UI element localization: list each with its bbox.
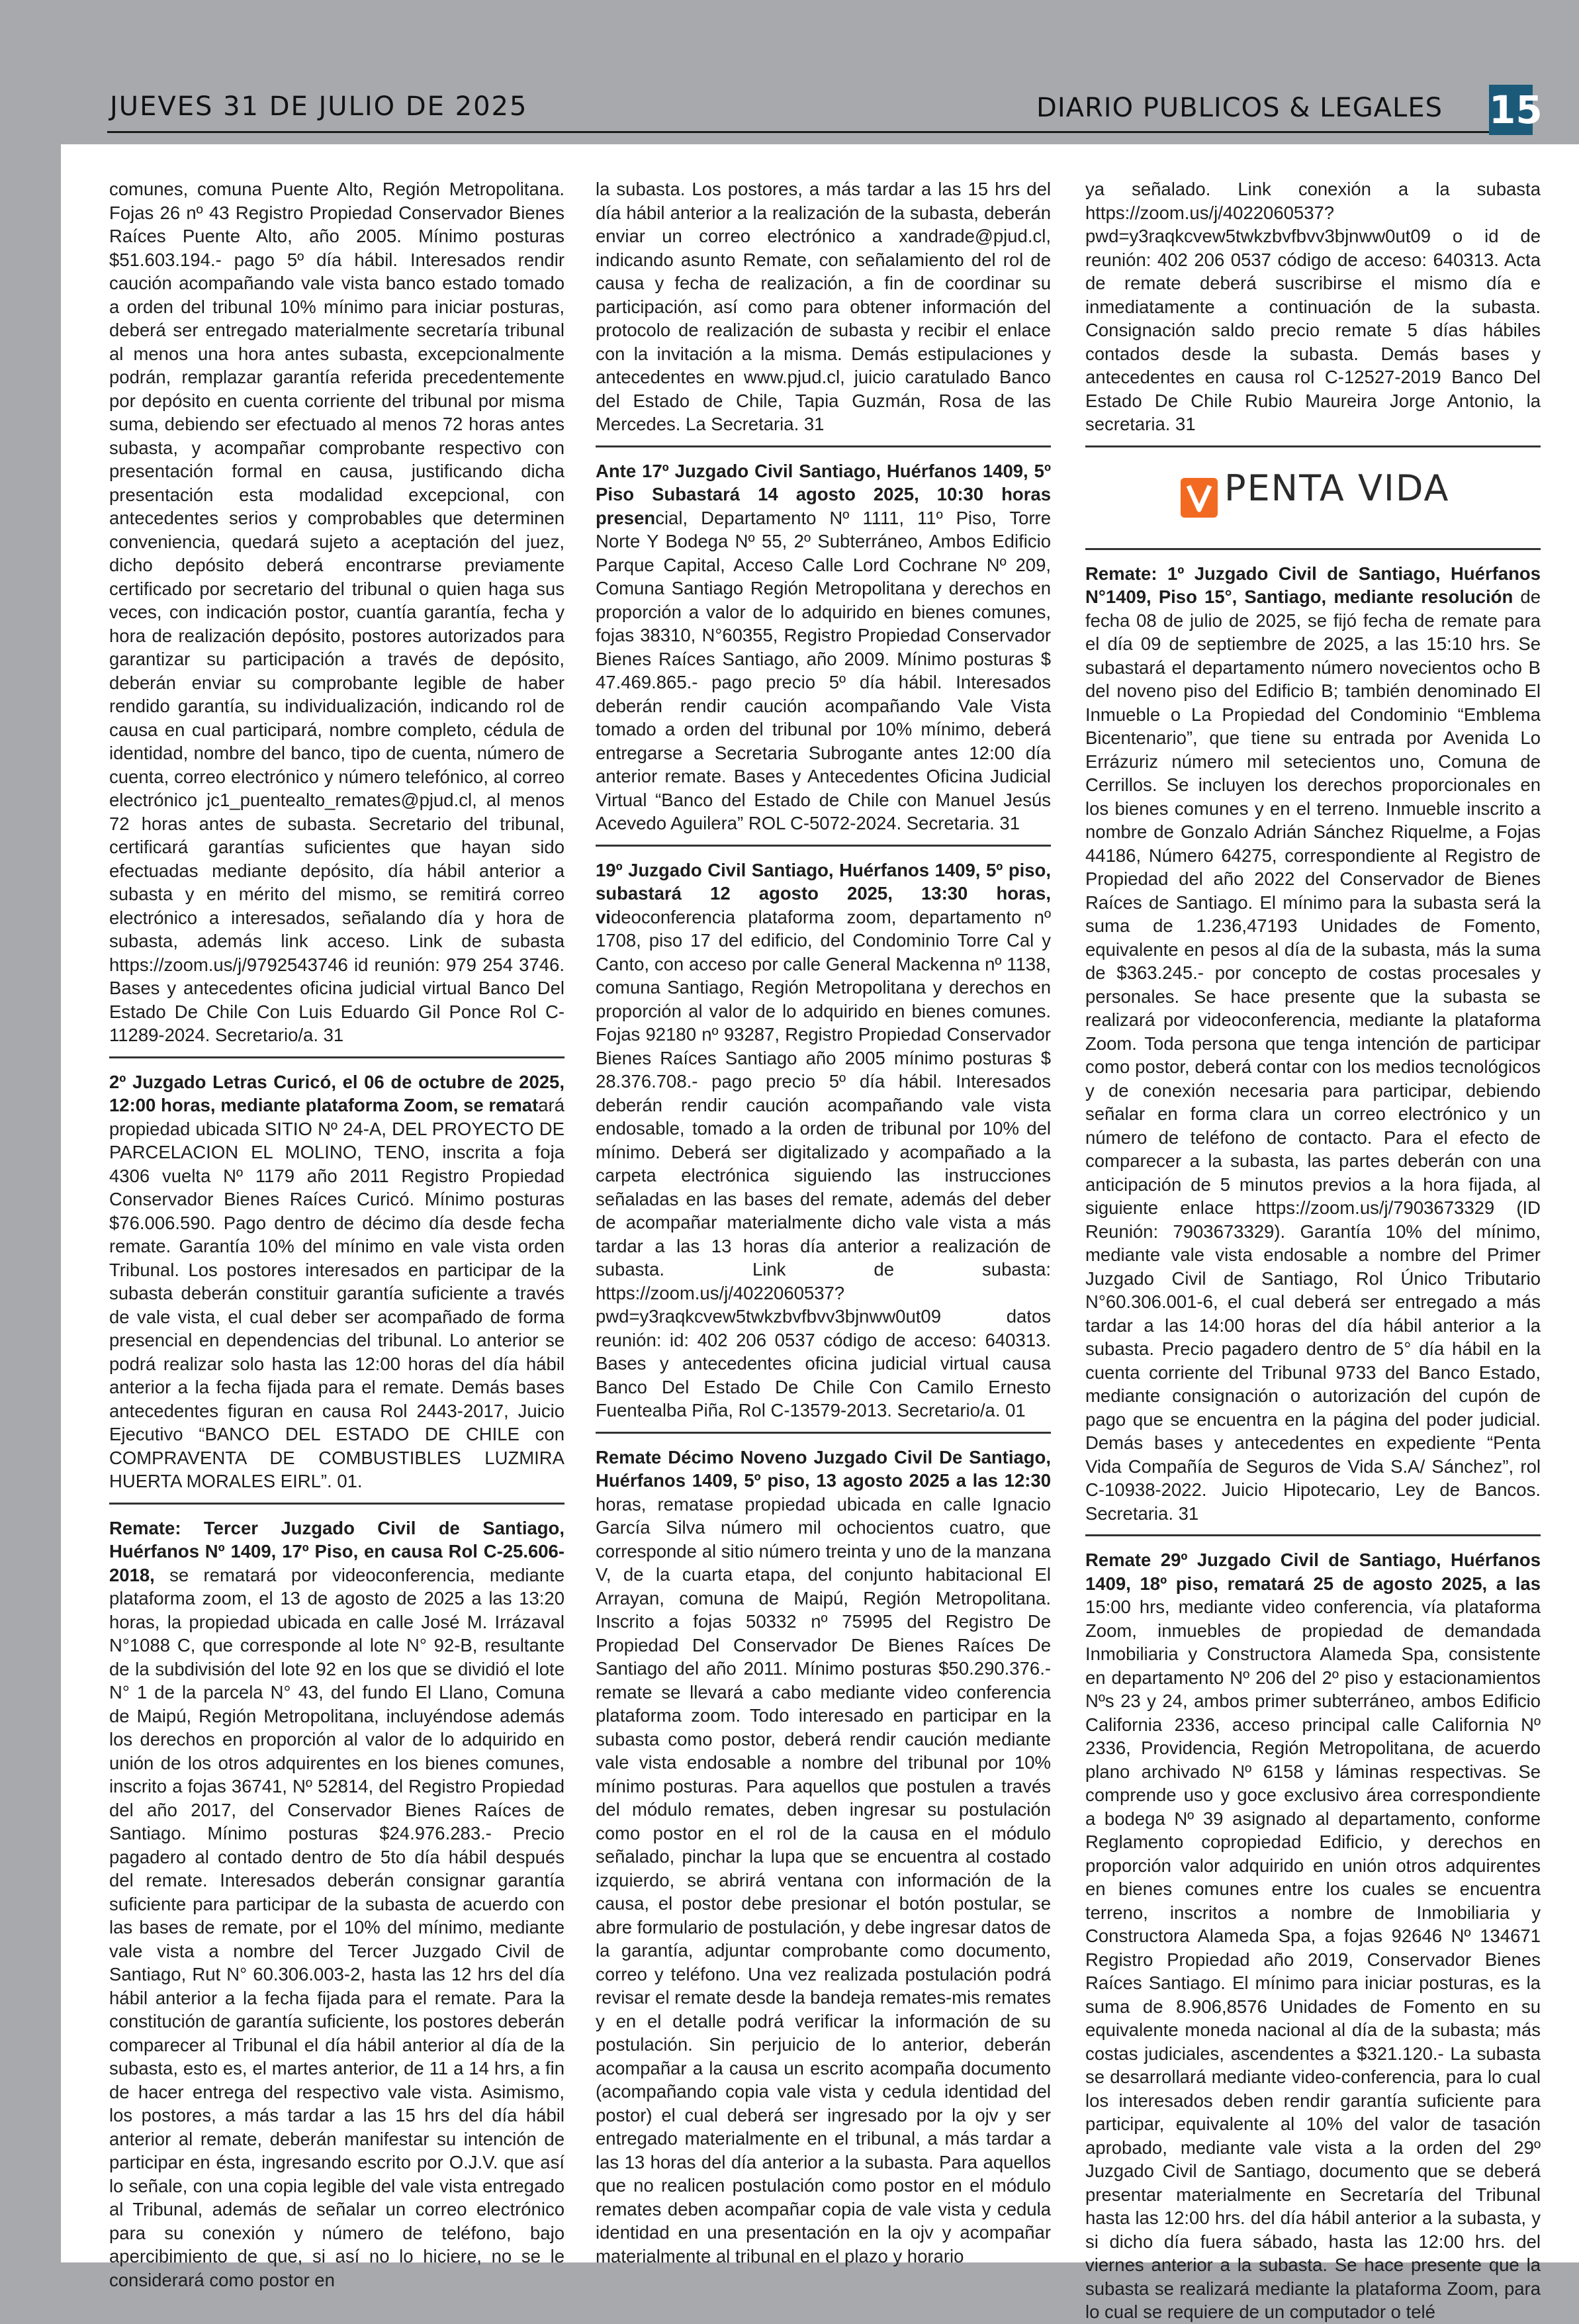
header-paper-name: DIARIO PUBLICOS & LEGALES (1036, 93, 1443, 123)
notice-divider (596, 845, 1051, 847)
notice-body: ará propiedad ubicada SITIO Nº 24-A, DEL PROYECTO DE PARCELACION EL MOLINO, TENO, inscrita a foja 4306 vuelta Nº 1179 año 2011 Registro Propiedad Conservador Bienes Raíces Curicó. Mínimo posturas $76.006.590. Pago dentro de décimo día desde fecha remate. Garantía 10% del mínimo en vale vista orden Tribunal. Los postores interesados en participar de la subasta deberán constituir garantía suficiente a través de vale vista, el cual deber ser acompañado de forma presencial en dependencias del tribunal. Lo anterior se podrá realizar solo hasta las 12:00 horas del día hábil anterior a la fecha fijada para el remate. Demás bases antecedentes figuran en causa Rol 2443-2017, Juicio Ejecutivo “BANCO DEL ESTADO DE CHILE con COMPRAVENTA DE COMBUSTIBLES LUZMIRA HUERTA MORALES EIRL”. 01. (109, 1095, 564, 1491)
column-1 (109, 177, 564, 2292)
notice-body: cial, Departamento Nº 1111, 11º Piso, Torre Norte Y Bodega Nº 55, 2º Subterráneo, Ambos Edificio Parque Capital, Acceso Calle Lord Cochrane Nº 209, Comuna Santiago Región Metropolitana y derechos en proporción a valor de lo adquirido en bienes comunes, fojas 38310, N°60355, Registro Propiedad Conservador Bienes Raíces Santiago, año 2009. Mínimo posturas $ 47.469.865.- pago precio 5º día hábil. Interesados deberán rendir caución acompañando Vale Vista tomado a orden del tribunal por 10% mínimo, deberá entregarse a Secretaria Subrogante antes 12:00 día anterior remate. Bases y Antecedentes Oficina Judicial Virtual “Banco del Estado de Chile con Manuel Jesús Acevedo Aguilera” ROL C-5072-2024. Secretaria. 31 (596, 507, 1051, 833)
notice-body: comunes, comuna Puente Alto, Región Metropolitana. Fojas 26 nº 43 Registro Propiedad Conservador Bienes Raíces Puente Alto, año 2005. Mínimo posturas $51.603.194.- pago 5º día hábil. Interesados rendir caución acompañando vale vista banco estado tomado a orden del tribunal 10% mínimo para iniciar posturas, deberá ser entregado materialmente secretaría tribunal al menos una hora antes subasta, excepcionalmente podrán, remplazar garantía referida precedentemente por depósito en cuenta corriente del tribunal por misma suma, debiendo ser efectuado al menos 72 horas antes subasta, y acompañar comprobante respectivo con presentación formal en causa, justificando dicha presentación esta modalidad excepcional, con antecedentes serios y comprobables que determinen conveniencia, quedará sujeto a aceptación del juez, dicho depósito deberá encontrarse previamente certificado por secretario del tribunal o quien haga sus veces, con indicación postor, cuantía garantía, fecha y hora de realización depósito, postores autorizados para garantizar su participación a través de depósito, deberán enviar su comprobante legible de haber rendido garantía, su individualización, indicando rol de causa en cual participará, nombre completo, cédula de identidad, nombre del banco, tipo de cuenta, número de cuenta, correo electrónico y número telefónico, al correo electrónico jc1_puentealto_remates@pjud.cl, al menos 72 horas antes de subasta. Secretario del tribunal, certificará garantías suficientes que hayan sido efectuadas mediante depósito, día hábil anterior a subasta y en mérito del mismo, se remitirá correo electrónico a interesados, señalando día y hora de subasta, además link acceso. Link de subasta https://zoom.us/j/9792543746 id reunión: 979 254 3746. Bases y antecedentes oficina judicial virtual Banco Del Estado De Chile Con Luis Eduardo Gil Ponce Rol C-11289-2024. Secretario/a. 31 (109, 179, 564, 1045)
notice-body: de fecha 08 de julio de 2025, se fijó fecha de remate para el día 09 de septiembre de 2025, a las 15:10 hrs. Se subastará el departamento número novecientos ocho B del noveno piso del Edificio B; también denominado El Inmueble o La Propiedad del Condominio “Emblema Bicentenario”, que tiene su entrada por Avenida Lo Errázuriz número mil setecientos uno, Comuna de Cerrillos. Se incluyen los derechos proporcionales en los bienes comunes y en el terreno. Inmueble inscrito a nombre de Gonzalo Adrián Sánchez Riquelme, a Fojas 44186, Número 64275, correspondiente al Registro de Propiedad del año 2022 del Conservador de Bienes Raíces de Santiago. El mínimo para la subasta será la suma de 1.236,47193 Unidades de Fomento, equivalente en pesos al día de la subasta, más la suma de $363.245.- por concepto de costas procesales y personales. Se hace presente que la subasta se realizará por videoconferencia, mediante la plataforma Zoom. Toda persona que tenga intención de participar como postor, deberá contar con los medios tecnológicos y de conexión necesaria para participar, debiendo señalar en forma clara un correo electrónico y un número de teléfono de contacto. Para el efecto de comparecer a la subasta, las partes deberán con una anticipación de 5 minutos previos a la hora fijada, al siguiente enlace https://zoom.us/j/7903673329 (ID Reunión: 7903673329). Garantía 10% del mínimo, mediante vale vista endosable a nombre del Primer Juzgado Civil de Santiago, Rol Único Tributario N°60.306.001-6, el cual deberá ser entregado a más tardar a las 14:00 horas del día hábil anterior a la subasta. Precio pagadero dentro de 5° día hábil en la cuenta corriente del Tribunal 9733 del Banco Estado, mediante consignación o autorización del cupón de pago que se encuentra en la página del poder judicial. Demás bases y antecedentes en expediente “Penta Vida Compañía de Seguros de Vida S.A/ Sánchez”, rol C-10938-2022. Juicio Hipotecario, Ley de Bancos. Secretaria. 31 (1085, 586, 1541, 1524)
penta-vida-logo (1085, 459, 1541, 539)
notice-heading: Remate: 1º Juzgado Civil de Santiago, Huérfanos N°1409, Piso 15°, Santiago, mediante resolución (1085, 563, 1541, 607)
page-header (107, 85, 1497, 133)
notice-1-juzgado (1085, 562, 1541, 1526)
notice-heading: Remate Décimo Noveno Juzgado Civil De Santiago, Huérfanos 1409, 5º piso, 13 agosto 2025 a las 12:30 (596, 1446, 1051, 1491)
notice-body: se rematará por videoconferencia, mediante plataforma zoom, el 13 de agosto de 2025 a las 13:20 horas, la propiedad ubicada en calle José M. Irrázaval N°1088 C, que corresponde al lote N° 92-B, resultante de la subdivisión del lote 92 en los que se dividió el lote N° 1 de la parcela N° 43, del fundo El Llano, Comuna de Maipú, Región Metropolitana, incluyéndose además los derechos en proporción al valor de lo adquirido en unión de los otros adquirentes en los bienes comunes, inscrito a fojas 36741, Nº 52814, del Registro Propiedad del año 2017, del Conservador Bienes Raíces de Santiago. Mínimo posturas $24.976.283.- Precio pagadero al contado dentro de 5to día hábil después del remate. Interesados deberán consignar garantía suficiente para participar de la subasta de acuerdo con las bases de remate, por el 10% del mínimo, mediante vale vista a nombre del Tercer Juzgado Civil de Santiago, Rut N° 60.306.003-2, hasta las 12 hrs del día hábil anterior a la fecha fijada para el remate. Para la constitución de garantía suficiente, los postores deberán comparecer al Tribunal el día hábil anterior al día de la subasta, esto es, el martes anterior, de 11 a 14 hrs, a fin de hacer entrega del respectivo vale vista. Asimismo, los postores, a más tardar a las 15 hrs del día hábil anterior al remate, deberán manifestar su intención de participar en ésta, ingresando escrito por O.J.V. que así lo señale, con una copia legible del vale vista entregado al Tribunal, además de señalar un correo electrónico para su conexión y número de teléfono, bajo apercibimiento de que, si así no lo hiciere, no se le considerará como postor en (109, 1564, 564, 2290)
notice-body: deoconferencia plataforma zoom, departamento nº 1708, piso 17 del edificio, del Condominio Torre Cal y Canto, con acceso por calle General Mackenna nº 1138, comuna Santiago, Región Metropolitana y derechos en proporción al valor de lo adquirido en bienes comunes. Fojas 92180 nº 93287, Registro Propiedad Conservador Bienes Raíces Santiago año 2005 mínimo posturas $ 28.376.708.- pago precio 5º día hábil. Interesados deberán rendir caución acompañando vale vista endosable, tomado a la orden de tribunal por 10% del mínimo. Deberá ser digitalizado y acompañado a la carpeta electrónica siguiendo las instrucciones señaladas en las bases del remate, además del deber de acompañar materialmente dicho vale vista a más tardar a las 13 horas día anterior a realización de subasta. Link de subasta: https://zoom.us/j/4022060537?pwd=y3raqkcvew5twkzbvfbvv3bjnww0ut09 datos reunión: id: 402 206 0537 código de acceso: 640313. Bases y antecedentes oficina judicial virtual causa Banco Del Estado De Chile Con Camilo Ernesto Fuentealba Piña, Rol C-13579-2013. Secretario/a. 01 (596, 906, 1051, 1420)
penta-vida-wordmark: PENTA VIDA (1224, 467, 1450, 509)
notice-heading: Ante 17º Juzgado Civil Santiago, Huérfanos 1409, 5º Piso Subastará 14 agosto 2025, 10:30 horas presen (596, 460, 1051, 528)
notice-rubio-maureira (1085, 177, 1541, 436)
notice-puente-alto (109, 177, 564, 1047)
notice-divider (596, 445, 1051, 447)
notice-body: ya señalado. Link conexión a la subasta https://zoom.us/j/4022060537?pwd=y3raqkcvew5twkzbvfbvv3bjnww0ut09 o id de reunión: 402 206 0537 código de acceso: 640313. Acta de remate deberá suscribirse el mismo día e inmediatamente a continuación de la subasta. Consignación saldo precio remate 5 días hábiles contados desde la subasta. Demás bases y antecedentes en causa rol C-12527-2019 Banco Del Estado De Chile Rubio Maureira Jorge Antonio, la secretaria. 31 (1085, 179, 1541, 434)
column-3 (1085, 177, 1541, 2324)
notice-heading: 19º Juzgado Civil Santiago, Huérfanos 1409, 5º piso, subastará 12 agosto 2025, 13:30 horas, vi (596, 859, 1051, 927)
notice-tercer-juzgado (109, 1516, 564, 2292)
notice-divider (596, 1432, 1051, 1434)
notice-decimo-noveno (596, 1446, 1051, 2268)
notice-divider (109, 1056, 564, 1058)
notice-divider (1085, 1534, 1541, 1536)
column-2 (596, 177, 1051, 2268)
header-date: JUEVES 31 DE JULIO DE 2025 (110, 91, 528, 122)
notice-divider (1085, 445, 1541, 447)
notice-body: 15:00 hrs, mediante video conferencia, vía plataforma Zoom, inmuebles de propiedad de demandada Inmobiliaria y Constructora Alameda Spa, consistente en departamento Nº 206 del 2º piso y estacionamientos Nºs 23 y 24, ambos primer subterráneo, ambos Edificio California 2336, acceso principal calle California Nº 2336, Providencia, Región Metropolitana, de acuerdo plano archivado Nº 6158 y láminas respectivas. Se comprende uso y goce exclusivo área correspondiente a bodega Nº 39 asignado al departamento, conforme Reglamento copropiedad Edificio, y derechos en proporción valor adquirido en unión otros adquirentes en bienes comunes entre los cuales se encuentra terreno, inscritos a nombre de Inmobiliaria y Constructora Alameda Spa, a fojas 92646 Nº 134671 Registro Propiedad año 2019, Conservador Bienes Raíces Santiago. El mínimo para iniciar posturas, es la suma de 8.906,8576 Unidades de Fomento en su equivalente moneda nacional al día de la subasta; más costas judiciales, ascendentes a $321.120.- La subasta se desarrollará mediante video-conferencia, para lo cual los interesados deben rendir garantía suficiente para participar, equivalente al 10% del valor de tasación aprobado, mediante vale vista a la orden del 29º Juzgado Civil de Santiago, documento que se deberá presentar materialmente en Secretaría del Tribunal hasta las 12:00 hrs. del día hábil anterior a la subasta, y si dicho día fuera sábado, hasta las 12:00 hrs. del viernes anterior a la subasta. Se hace presente que la subasta se realizará mediante la plataforma Zoom, para lo cual se requiere de un computador o telé (1085, 1597, 1541, 2322)
notice-body: horas, rematase propiedad ubicada en calle Ignacio García Silva número mil ochocientos cuatro, que corresponde al sitio número treinta y uno de la manzana V, de la cuarta etapa, del conjunto habitacional El Arrayan, comuna de Maipú, Región Metropolitana. Inscrito a fojas 50332 nº 75995 del Registro De Propiedad Del Conservador De Bienes Raíces De Santiago del año 2011. Mínimo posturas $50.290.376.- remate se llevará a cabo mediante video conferencia plataforma zoom. Todo interesado en participar en la subasta como postor, deberá rendir caución mediante vale vista endosable a nombre del tribunal por 10% mínimo posturas. Para aquellos que postulen a través del módulo remates, deben ingresar su postulación como postor en el rol de la causa en el módulo señalado, pinchar la lupa que se encuentra al costado izquierdo, se abrirá ventana con información de la causa, el postor debe presionar el botón postular, se abre formulario de postulación, y debe ingresar datos de la garantía, adjuntar comprobante como documento, correo y teléfono. Una vez realizada postulación podrá revisar el remate desde la bandeja remates-mis remates y en el detalle podrá verificar la información de su postulación. Sin perjuicio de lo anterior, deberán acompañar a la causa un escrito acompaña documento (acompañando copia vale vista y cedula identidad del postor) el cual deberá ser ingresado por la ojv y ser entregado materialmente en el tribunal, a más tardar a las 13 horas del día anterior a la subasta. Para aquellos que no realicen postulación como postor en el módulo remates deben acompañar copia de vale vista y cedula identidad en una presentación en la ojv y acompañar materialmente al tribunal en el plazo y horario (596, 1493, 1051, 2266)
notice-heading: 2º Juzgado Letras Curicó, el 06 de octubre de 2025, 12:00 horas, mediante plataforma Zoom, se remat (109, 1071, 564, 1115)
notice-curico (109, 1070, 564, 1493)
notice-19-juzgado (596, 859, 1051, 1422)
page-number-badge: 15 (1489, 85, 1533, 135)
notice-divider (109, 1503, 564, 1505)
penta-vida-v-icon (1181, 478, 1218, 518)
notice-heading: Remate 29º Juzgado Civil de Santiago, Huérfanos 1409, 18º piso, rematará 25 de agosto 2025, a las (1085, 1550, 1541, 1594)
notice-mercedes (596, 177, 1051, 436)
notice-body: la subasta. Los postores, a más tardar a las 15 hrs del día hábil anterior a la realización de la subasta, deberán enviar un correo electrónico a xandrade@pjud.cl, indicando asunto Remate, con señalamiento del rol de causa y fecha de realización, a fin de coordinar su participación, así como para obtener información del protocolo de realización de subasta y recibir el enlace con la invitación a la misma. Demás estipulaciones y antecedentes en www.pjud.cl, juicio caratulado Banco del Estado de Chile, Tapia Guzmán, Rosa de las Mercedes. La Secretaria. 31 (596, 179, 1051, 434)
notice-29-juzgado (1085, 1548, 1541, 2324)
notice-divider (1085, 548, 1541, 550)
notice-17-juzgado (596, 459, 1051, 835)
notice-heading: Remate: Tercer Juzgado Civil de Santiago, Huérfanos Nº 1409, 17º Piso, en causa Rol C-25.606-2018, (109, 1517, 564, 1585)
